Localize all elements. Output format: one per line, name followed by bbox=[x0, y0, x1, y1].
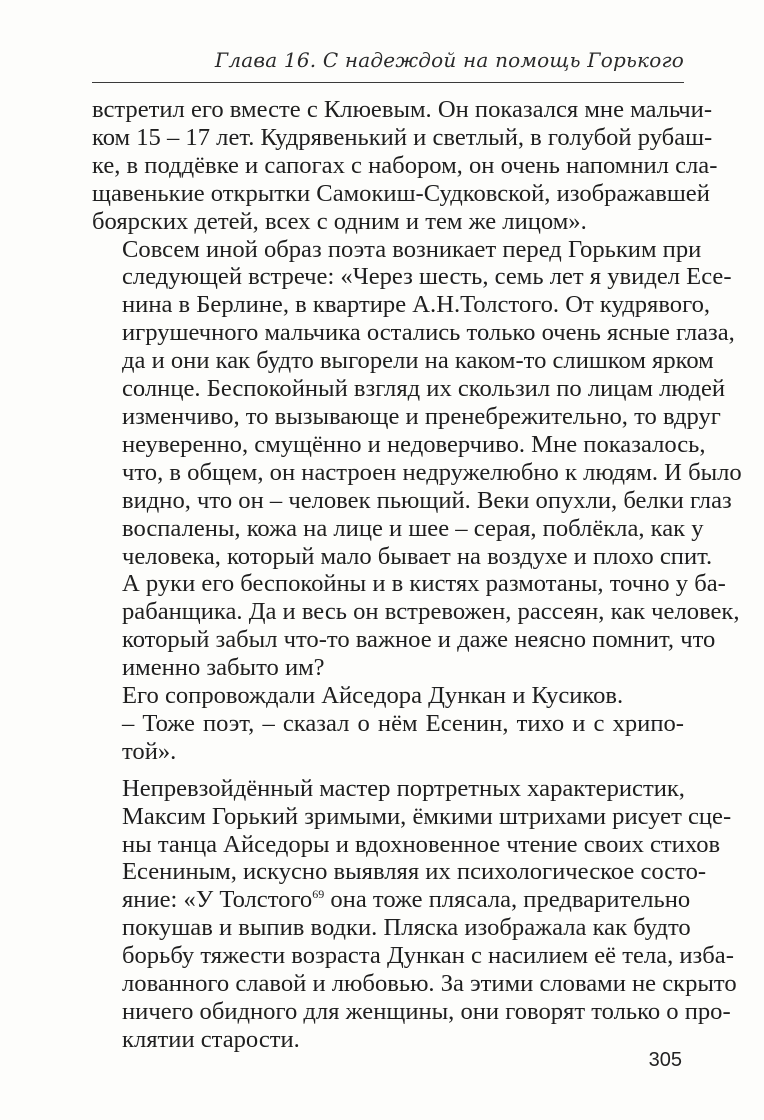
body-text bbox=[92, 96, 742, 1054]
text-line: Есениным, искусно выявляя их психологическое состо- bbox=[122, 858, 707, 886]
text-line: ке, в поддёвке и сапогах с набором, он очень напомнил сла- bbox=[92, 151, 718, 179]
paragraph bbox=[92, 710, 684, 766]
text-line: изменчиво, то вызывающе и пренебрежительно, то вдруг bbox=[122, 402, 721, 430]
text-line: встретил его вместе с Клюевым. Он показался мне мальчи- bbox=[92, 96, 713, 123]
text-line: игрушечного мальчика остались только очень ясные глаза, bbox=[122, 319, 735, 347]
text-line: Его сопровождали Айседора Дункан и Кусиков. bbox=[122, 682, 624, 710]
paragraph bbox=[92, 774, 737, 1054]
text-line: Непревзойдённый мастер портретных характеристик, bbox=[122, 774, 685, 802]
text-line: той». bbox=[122, 737, 177, 765]
page-number: 305 bbox=[648, 1049, 682, 1071]
paragraph bbox=[92, 682, 684, 710]
text-line: человека, который мало бывает на воздухе и плохо спит. bbox=[122, 542, 713, 570]
text-line: воспалены, кожа на лице и шее – серая, поблёкла, как у bbox=[122, 514, 704, 542]
text-line: покушав и выпив водки. Пляска изображала как будто bbox=[122, 914, 691, 942]
text-line: видно, что он – человек пьющий. Веки опухли, белки глаз bbox=[122, 486, 732, 514]
text-line: борьбу тяжести возраста Дункан с насилием её тела, изба- bbox=[122, 942, 734, 970]
text-line: Максим Горький зримыми, ёмкими штрихами рисует сце- bbox=[122, 802, 732, 830]
text-line: солнце. Беспокойный взгляд их скользил по лицам людей bbox=[122, 375, 726, 403]
text-line: щавенькие открытки Самокиш-Судковской, изображавшей bbox=[92, 179, 710, 207]
text-line: который забыл что-то важное и даже неясно помнит, что bbox=[122, 626, 716, 654]
text-line: именно забыто им? bbox=[122, 654, 325, 682]
text-line: – Тоже поэт, – сказал о нём Есенин, тихо и с хрипо- bbox=[122, 709, 684, 737]
text-line: нина в Берлине, в квартире А.Н.Толстого. От кудрявого, bbox=[122, 291, 711, 319]
text-line: яние: «У Толстого$^{69}$ она тоже плясала, предварительно bbox=[122, 886, 691, 914]
text-line: А руки его беспокойны и в кистях размотаны, точно у ба- bbox=[122, 570, 726, 598]
text-line: лованного славой и любовью. За этими словами не скрыто bbox=[122, 970, 737, 998]
text-line: боярских детей, всех с одним и тем же лицом». bbox=[92, 207, 587, 235]
text-line: да и они как будто выгорели на каком-то слишком ярком bbox=[122, 347, 714, 375]
paragraph bbox=[92, 96, 718, 236]
text-line: ны танца Айседоры и вдохновенное чтение своих стихов bbox=[122, 830, 721, 858]
header-rule bbox=[92, 82, 684, 83]
paragraph bbox=[92, 235, 742, 683]
text-line: клятии старости. bbox=[122, 1025, 300, 1053]
running-head-title: Глава 16. С надеждой на помощь Горького bbox=[214, 48, 684, 72]
text-line: ничего обидного для женщины, они говорят только о про- bbox=[122, 998, 731, 1025]
text-line: следующей встрече: «Через шесть, семь лет я увидел Есе- bbox=[122, 263, 732, 291]
text-line: неуверенно, смущённо и недоверчиво. Мне показалось, bbox=[122, 430, 706, 458]
text-line: что, в общем, он настроен недружелюбно к людям. И было bbox=[122, 458, 742, 486]
text-line: ком 15 – 17 лет. Кудрявенький и светлый, в голубой рубаш- bbox=[92, 123, 713, 151]
text-line: рабанщика. Да и весь он встревожен, рассеян, как человек, bbox=[122, 598, 740, 626]
text-line: Совсем иной образ поэта возникает перед Горьким при bbox=[122, 235, 702, 263]
footnote-reference[interactable]: 69 bbox=[312, 887, 325, 902]
